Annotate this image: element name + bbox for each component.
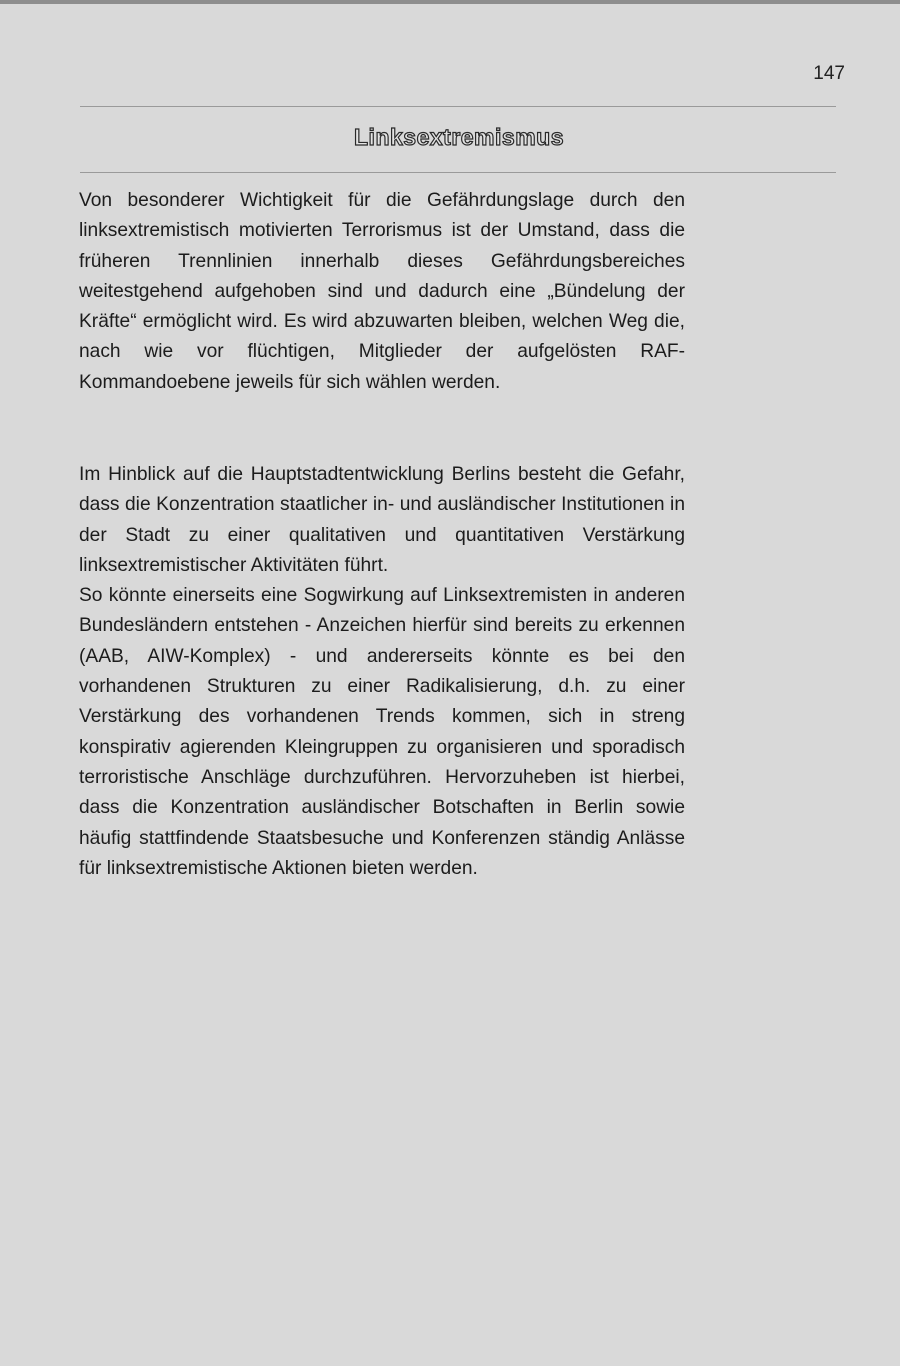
- title-rule-bottom: [80, 172, 836, 173]
- title-rule-top: [80, 106, 836, 107]
- page-number: 147: [813, 63, 845, 84]
- paragraph: Im Hinblick auf die Hauptstadtentwicklung Berlins besteht die Gefahr, dass die Konzentration staatlicher in- und ausländischer Institutionen in der Stadt zu einer qualitativen und quantitativen Verstärkung linksextremistischer Aktivitäten führt.: [79, 464, 685, 576]
- body-block-2: [79, 460, 685, 884]
- body-block-1: [79, 186, 685, 398]
- page-title: Linksextremismus: [354, 124, 564, 150]
- paragraph: Von besonderer Wichtigkeit für die Gefährdungslage durch den linksextremistisch motivierten Terrorismus ist der Umstand, dass die früheren Trennlinien innerhalb dieses Gefährdungsbereiches weitestgehend aufgehoben sind und dadurch eine „Bündelung der Kräfte“ ermöglicht wird. Es wird abzuwarten bleiben, welchen Weg die, nach wie vor flüchtigen, Mitglieder der aufgelösten RAF-Kommandoebene jeweils für sich wählen werden.: [79, 190, 685, 393]
- scan-top-edge: [0, 0, 900, 4]
- paragraph: So könnte einerseits eine Sogwirkung auf Linksextremisten in anderen Bundesländern entstehen - Anzeichen hierfür sind bereits zu erkennen (AAB, AIW-Komplex) - und andererseits könnte es bei den vorhandenen Strukturen zu einer Radikalisierung, d.h. zu einer Verstärkung des vorhandenen Trends kommen, sich in streng konspirativ agierenden Kleingruppen zu organisieren und sporadisch terroristische Anschläge durchzuführen. Hervorzuheben ist hierbei, dass die Konzentration ausländischer Botschaften in Berlin sowie häufig stattfindende Staatsbesuche und Konferenzen ständig Anlässe für linksextremistische Aktionen bieten werden.: [79, 585, 685, 879]
